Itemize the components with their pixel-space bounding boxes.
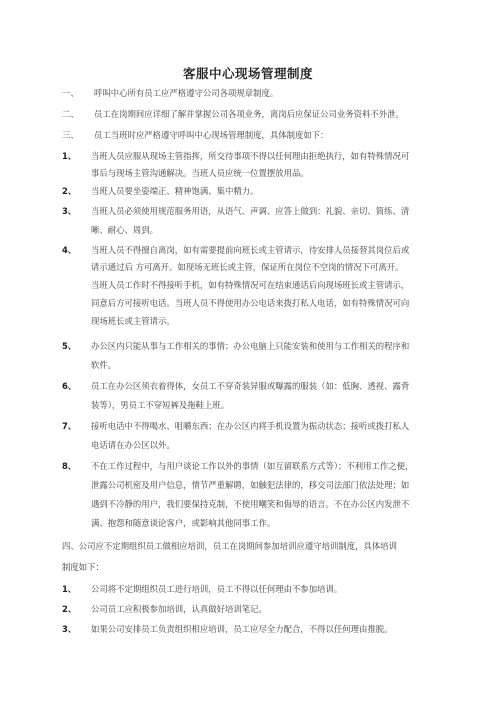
rule-number: 8、 <box>62 461 77 471</box>
rule-line: 事后与现场主管沟通解决。当班人员应统一位置摆放用品。 <box>91 168 309 178</box>
rule-number: 1、 <box>62 151 77 161</box>
rule-line: 当班人员工作时不得接听手机，如有特殊情况可在结束通话后向现场班长或主管请示， <box>91 280 410 290</box>
section-number: 三、 <box>62 130 79 140</box>
rule-line: 电话请在办公区以外。 <box>91 440 175 450</box>
rule-line: 满、抱怨和随意谈论客户，或影响其他同事工作。 <box>91 518 276 528</box>
rule-number: 4、 <box>62 245 77 255</box>
training-number: 1、 <box>62 584 77 594</box>
rule-line: 员工在办公区须衣着得体，女员工不穿奇装异服或曝露的服装（如：低胸、透视、露背 <box>91 381 410 391</box>
training-number: 2、 <box>62 604 77 614</box>
rule-line: 不在工作过程中，与用户谈论工作以外的事情（如互留联系方式等）；不利用工作之便， <box>91 461 414 471</box>
rule-line: 当班人员应服从现场主管指挥，所交待事项不得以任何理由拒绝执行，如有特殊情况可 <box>91 151 410 161</box>
rule-line: 请示通过后 方可离开。如现场无班长或主管，保证所在岗位不空岗的情况下可离开。 <box>91 262 404 272</box>
rule-line: 同意后方可接听电话。当班人员不得使用办公电话来拨打私人电话，如有特殊情况可向 <box>91 298 410 308</box>
section-text: 员工在岗期间应详细了解并掌握公司各项业务，离岗后应保证公司业务资料不外泄。 <box>94 109 404 119</box>
section-text: 员工当班时应严格遵守呼叫中心现场管理制度，具体制度如下： <box>94 130 329 140</box>
rule-number: 5、 <box>62 341 77 351</box>
rule-number: 7、 <box>62 421 77 431</box>
rule-line: 泄露公司机密及用户信息，情节严重解聘，如触犯法律的，移交司法部门依法处理；如 <box>91 480 410 490</box>
section-text: 呼叫中心所有员工应严格遵守公司各项规章制度。 <box>94 88 279 98</box>
rule-line: 当班人员必须使用规范服务用语，从语气、声调、应答上做到：礼貌、亲切、简练、清 <box>91 206 410 216</box>
rule-line: 装等），男员工不穿短裤及拖鞋上班。 <box>91 400 230 410</box>
rule-line: 办公区内只能从事与工作相关的事情；办公电脑上只能安装和使用与工作相关的程序和 <box>91 341 410 351</box>
rule-number: 2、 <box>62 186 77 196</box>
section-number: 二、 <box>62 109 79 119</box>
section-number: 一、 <box>62 88 79 98</box>
rule-number: 6、 <box>62 381 77 391</box>
training-text: 公司员工应积极参加培训，认真做好培训笔记。 <box>91 604 267 614</box>
training-text: 公司将不定期组织员工进行培训，员工不得以任何理由不参加培训。 <box>91 584 343 594</box>
section-text: 制度如下： <box>62 562 104 572</box>
rule-number: 3、 <box>62 206 77 216</box>
section-text: 四、公司应不定期组织员工做相应培训，员工在岗期间参加培训应遵守培训制度，具体培训 <box>62 541 397 551</box>
rule-line: 晰、耐心、周到。 <box>91 225 158 235</box>
rule-line: 软件。 <box>91 360 117 370</box>
rule-line: 接听电话中不得喝水、咀嚼东西；在办公区内将手机设置为振动状态；接听或拨打私人 <box>91 421 410 431</box>
training-text: 如果公司安排员工负责组织相应培训，员工应尽全力配合，不得以任何理由推脱。 <box>91 624 393 634</box>
rule-line: 当班人员要坐姿端正、精神饱满、集中精力。 <box>91 186 259 196</box>
rule-line: 遇到不冷静的用户，我们要保持克制，不使用嘲笑和侮辱的语言。不在办公区内发泄不 <box>91 499 410 509</box>
training-number: 3、 <box>62 624 77 634</box>
rule-line: 现场班长或主管请示。 <box>91 316 175 326</box>
rule-line: 当班人员不得擅自离岗，如有需要提前向班长或主管请示，待安排人员接替其岗位后或 <box>91 245 410 255</box>
page-title: 客服中心现场管理制度 <box>182 66 313 81</box>
